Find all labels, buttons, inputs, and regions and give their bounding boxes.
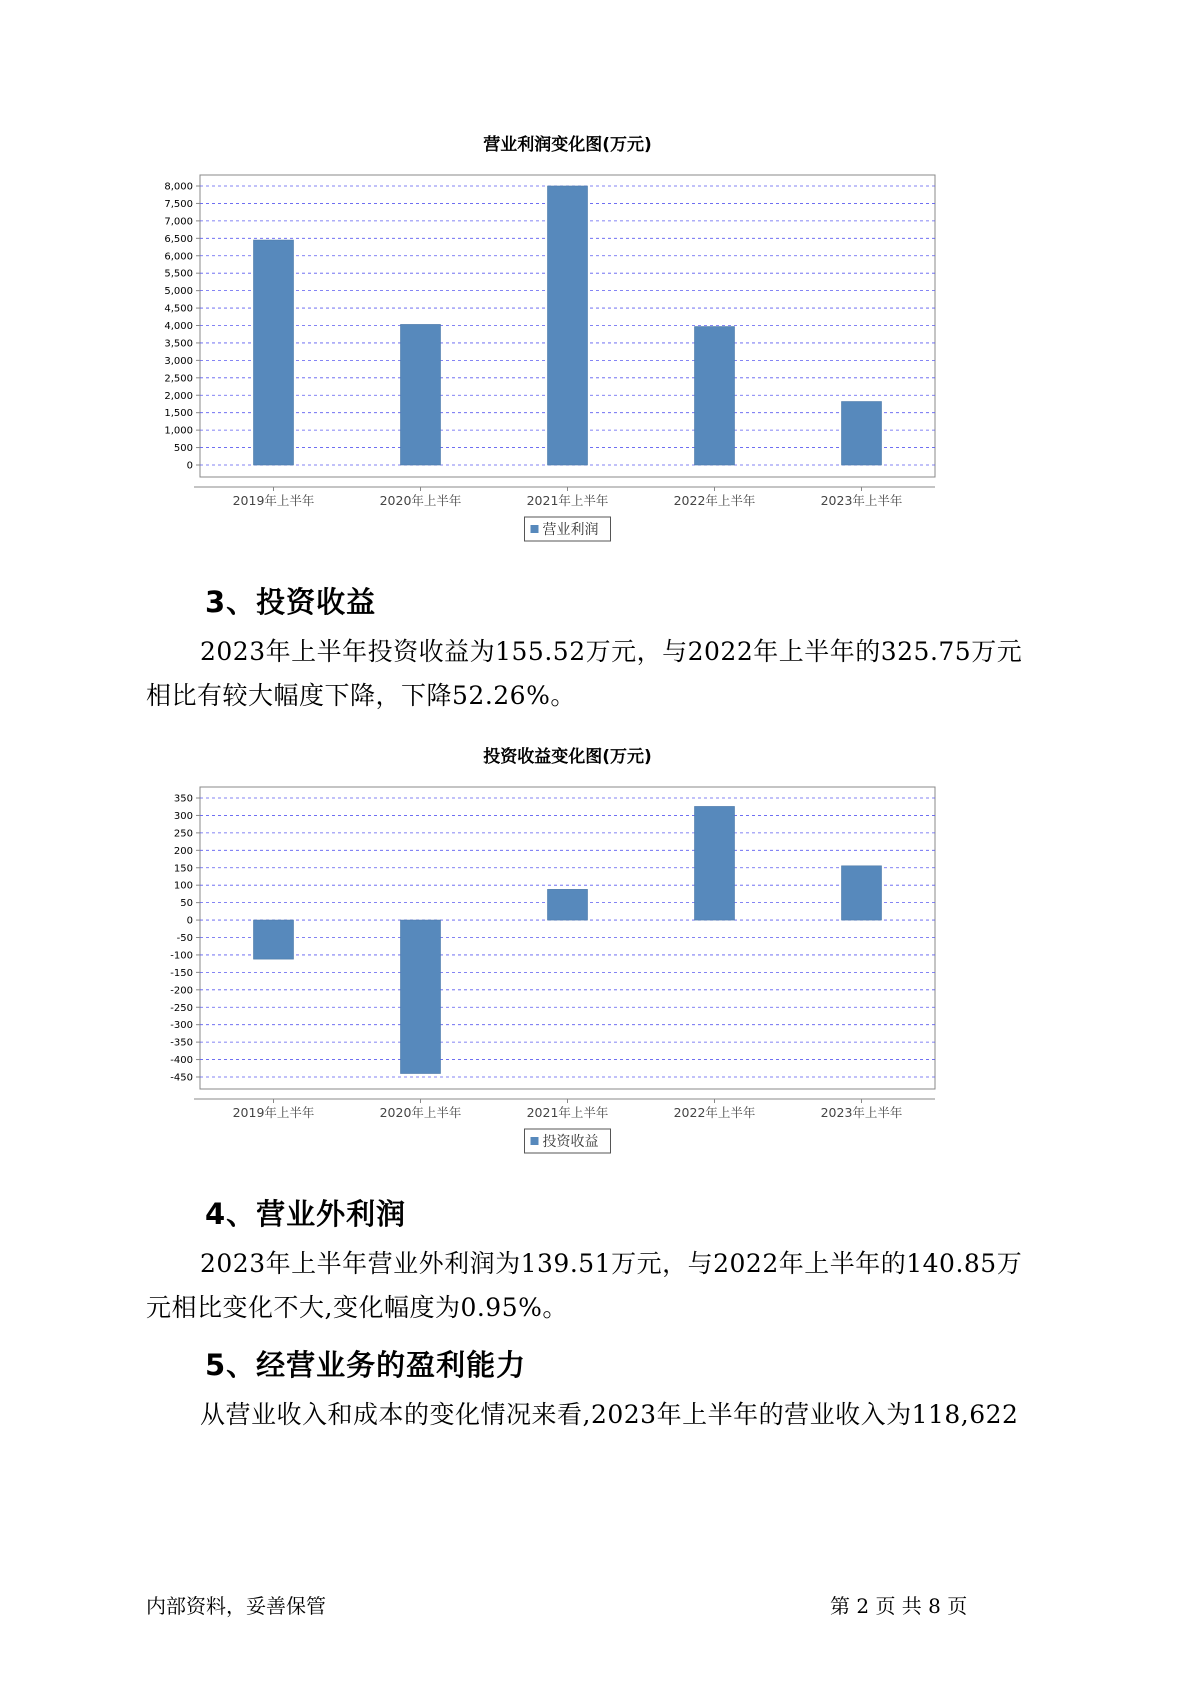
investment-chart-x-tick-label: 2019年上半年 [232,1105,315,1120]
profit-chart-x-tick-label: 2023年上半年 [820,493,903,508]
investment-chart-bar [842,866,882,920]
profit-chart-y-tick-label: 8,000 [164,181,193,193]
profit-chart-y-tick-label: 0 [186,460,193,472]
profit-chart-x-tick-label: 2019年上半年 [232,493,315,508]
profit-chart-bar [842,402,882,465]
profit-chart-y-tick-label: 3,000 [164,355,193,367]
investment-chart-y-tick-label: 200 [173,845,193,857]
section-3-line-2: 相比有较大幅度下降，下降52.26%。 [146,681,576,710]
profit-chart-y-tick-label: 2,000 [164,390,193,402]
investment-chart-y-tick-label: -300 [170,1020,193,1032]
investment-chart-y-tick-label: 100 [173,880,193,892]
section-5-paragraph [146,1393,1076,1437]
investment-chart-y-tick-label: 0 [186,915,193,927]
profit-chart-bar [695,327,735,465]
investment-chart-bar [695,806,735,920]
investment-income-chart-svg [150,742,1030,1212]
profit-chart-x-tick-label: 2021年上半年 [526,493,609,508]
investment-chart-y-tick-label: -150 [170,967,193,979]
section-5-line-1: 从营业收入和成本的变化情况来看,2023年上半年的营业收入为118,622 [200,1400,1019,1429]
section-3-paragraph [146,630,1076,718]
investment-chart-y-tick-label: 250 [173,828,193,840]
investment-chart-bar [401,920,441,1073]
profit-chart-y-tick-label: 2,500 [164,373,193,385]
profit-chart-y-tick-label: 5,000 [164,286,193,298]
section-4-line-1: 2023年上半年营业外利润为139.51万元，与2022年上半年的140.85万 [200,1249,1023,1278]
profit-chart-y-tick-label: 7,000 [164,216,193,228]
investment-chart-y-tick-label: -100 [170,950,193,962]
profit-chart-y-tick-label: 1,500 [164,408,193,420]
investment-chart-y-tick-label: -400 [170,1055,193,1067]
investment-chart-legend-label: 投资收益 [542,1134,599,1150]
profit-chart-y-tick-label: 4,000 [164,321,193,332]
section-4-paragraph [146,1242,1076,1330]
investment-chart-y-tick-label: 350 [173,793,193,805]
investment-chart-title: 投资收益变化图(万元) [483,747,652,767]
investment-chart-x-tick-label: 2020年上半年 [379,1105,462,1120]
investment-chart-y-tick-label: 50 [180,898,193,910]
investment-chart-y-tick-label: -450 [170,1072,193,1084]
section-3-line-1: 2023年上半年投资收益为155.52万元，与2022年上半年的325.75万元 [200,637,1023,666]
investment-chart-bar [548,889,588,920]
footer-confidential: 内部资料，妥善保管 [146,1594,326,1618]
investment-chart-y-tick-label: 300 [173,810,193,822]
profit-chart-y-tick-label: 6,500 [164,233,193,245]
section-4-line-2: 元相比变化不大,变化幅度为0.95%。 [146,1293,568,1322]
investment-chart-bar [254,920,294,959]
profit-chart-title: 营业利润变化图(万元) [483,135,652,155]
investment-chart-y-tick-label: -350 [170,1037,193,1049]
profit-chart-y-tick-label: 4,500 [164,303,193,315]
investment-chart-x-tick-label: 2022年上半年 [673,1105,756,1120]
profit-chart-bar [548,186,588,465]
section-4-heading: 4、营业外利润 [205,1197,407,1231]
investment-chart-y-tick-label: -250 [170,1002,193,1014]
footer-page-number: 第 2 页 共 8 页 [830,1594,968,1618]
investment-chart-x-tick-label: 2021年上半年 [526,1105,609,1120]
profit-chart-y-tick-label: 3,500 [164,338,193,350]
profit-chart-legend-label: 营业利润 [542,522,599,538]
section-3-heading: 3、投资收益 [205,585,377,619]
section-5-heading: 5、经营业务的盈利能力 [205,1348,527,1382]
investment-income-chart [150,742,1030,1212]
profit-chart-y-tick-label: 5,500 [164,268,193,280]
investment-chart-legend-swatch [531,1137,539,1145]
profit-chart-y-tick-label: 500 [173,443,193,455]
investment-chart-plot-frame [200,787,935,1089]
profit-chart-bar [401,324,441,465]
profit-chart-bar [254,240,294,465]
investment-chart-y-tick-label: 150 [173,863,193,875]
profit-chart-legend-swatch [531,525,539,533]
operating-profit-chart-svg [150,130,1030,600]
profit-chart-y-tick-label: 6,000 [164,251,193,263]
profit-chart-x-tick-label: 2020年上半年 [379,493,462,508]
investment-chart-x-tick-label: 2023年上半年 [820,1105,903,1120]
profit-chart-y-tick-label: 1,000 [164,425,193,437]
investment-chart-y-tick-label: -200 [170,985,193,997]
profit-chart-x-tick-label: 2022年上半年 [673,493,756,508]
operating-profit-chart [150,130,1030,600]
investment-chart-y-tick-label: -50 [176,933,193,944]
profit-chart-y-tick-label: 7,500 [164,198,193,210]
